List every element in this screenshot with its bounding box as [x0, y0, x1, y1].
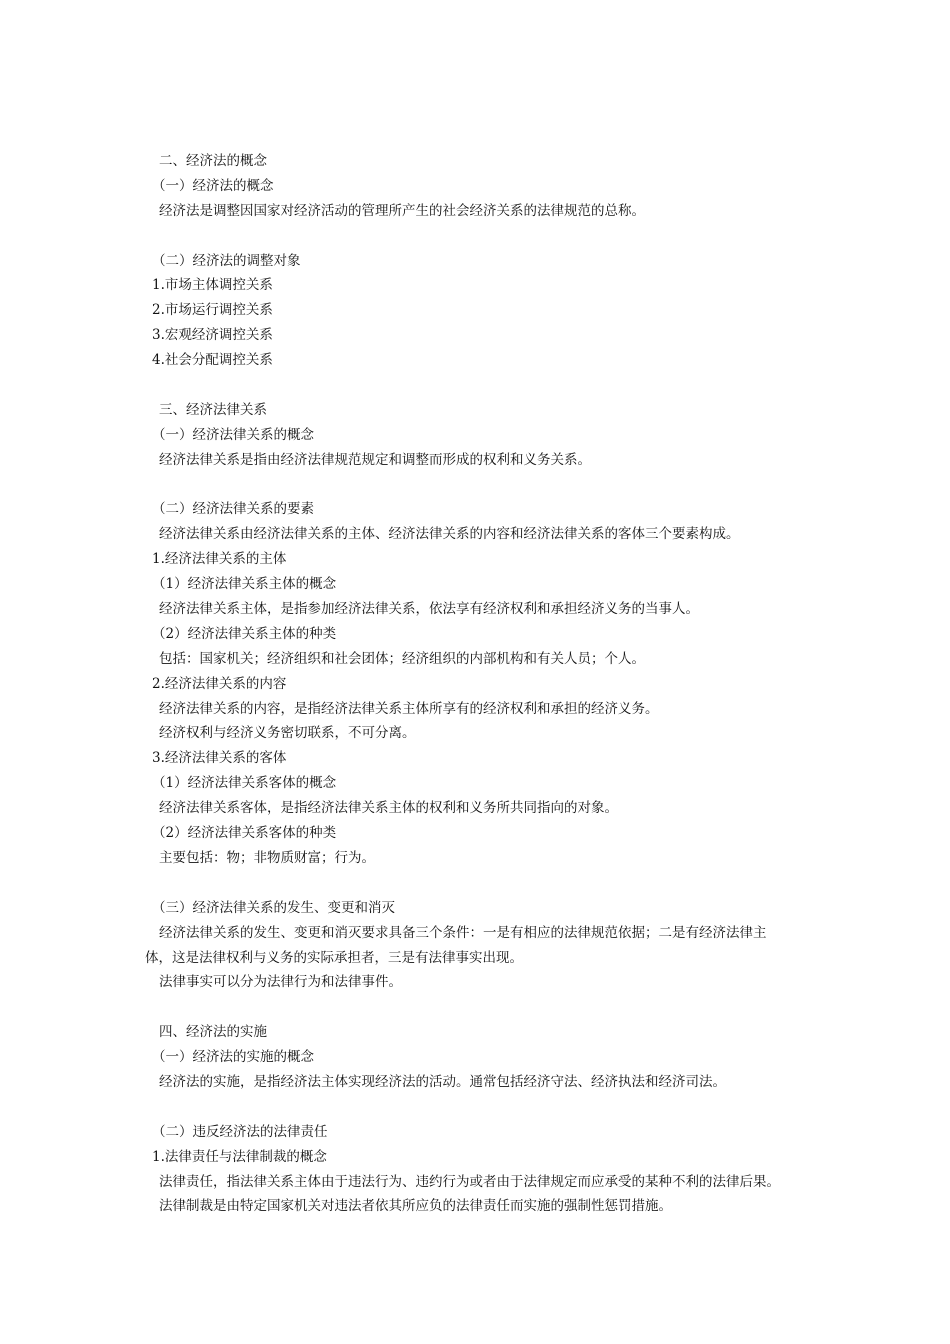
text-line: 法律责任，指法律关系主体由于违法行为、违约行为或者由于法律规定而应承受的某种不利的法律后果。 [159, 1173, 780, 1190]
blank-line [145, 373, 825, 398]
text-line: 2.经济法律关系的内容 [152, 675, 287, 692]
text-line: 法律制裁是由特定国家机关对违法者依其所应负的法律责任而实施的强制性惩罚措施。 [159, 1198, 672, 1215]
text-line: （1）经济法律关系客体的概念 [152, 775, 337, 792]
text-line: 2.市场运行调控关系 [152, 302, 273, 319]
text-line: 1.经济法律关系的主体 [152, 551, 287, 568]
text-line: 经济法律关系的内容，是指经济法律关系主体所享有的经济权利和承担的经济义务。 [159, 700, 659, 717]
text-line: （一）经济法的实施的概念 [152, 1049, 314, 1066]
text-line: 经济法是调整因国家对经济活动的管理所产生的社会经济关系的法律规范的总称。 [159, 202, 645, 219]
text-line: 经济法律关系客体，是指经济法律关系主体的权利和义务所共同指向的对象。 [159, 800, 618, 817]
text-line: 4.社会分配调控关系 [152, 352, 273, 369]
text-line: （1）经济法律关系主体的概念 [152, 576, 337, 593]
blank-line [145, 995, 825, 1020]
text-line: （三）经济法律关系的发生、变更和消灭 [152, 899, 395, 916]
text-line: （2）经济法律关系主体的种类 [152, 625, 337, 642]
blank-line [145, 224, 825, 249]
text-line: 经济法律关系由经济法律关系的主体、经济法律关系的内容和经济法律关系的客体三个要素构成。 [159, 526, 740, 543]
text-line: 二、经济法的概念 [159, 153, 267, 169]
text-line: 经济法律关系主体，是指参加经济法律关系，依法享有经济权利和承担经济义务的当事人。 [159, 601, 699, 618]
text-line: （二）经济法律关系的要素 [152, 501, 314, 518]
text-line: 四、经济法的实施 [159, 1024, 267, 1041]
text-line: （一）经济法律关系的概念 [152, 426, 314, 443]
text-line: 包括：国家机关；经济组织和社会团体；经济组织的内部机构和有关人员；个人。 [159, 650, 645, 667]
text-line: 三、经济法律关系 [159, 401, 267, 418]
blank-line [145, 473, 825, 498]
text-line: （二）经济法的调整对象 [152, 252, 301, 269]
text-line: 1.法律责任与法律制裁的概念 [152, 1148, 327, 1165]
blank-line [145, 871, 825, 896]
text-line: 经济法律关系是指由经济法律规范规定和调整而形成的权利和义务关系。 [159, 451, 591, 468]
text-line: 经济法律关系的发生、变更和消灭要求具备三个条件：一是有相应的法律规范依据；二是有经济法律主 [159, 924, 767, 941]
document-body [145, 149, 825, 1219]
text-line: 法律事实可以分为法律行为和法律事件。 [159, 974, 402, 991]
text-line: 主要包括：物；非物质财富；行为。 [159, 849, 375, 866]
text-line: 3.宏观经济调控关系 [152, 327, 273, 344]
text-line: 1.市场主体调控关系 [152, 277, 273, 294]
text-line: 3.经济法律关系的客体 [152, 750, 287, 767]
text-line: 体，这是法律权利与义务的实际承担者，三是有法律事实出现。 [145, 949, 523, 966]
blank-line [145, 1095, 825, 1120]
text-line: 经济法的实施，是指经济法主体实现经济法的活动。通常包括经济守法、经济执法和经济司法。 [159, 1073, 726, 1090]
text-line: （2）经济法律关系客体的种类 [152, 825, 337, 842]
text-line: 经济权利与经济义务密切联系，不可分离。 [159, 725, 416, 742]
text-line: （一）经济法的概念 [152, 177, 274, 194]
text-line: （二）违反经济法的法律责任 [152, 1123, 328, 1140]
